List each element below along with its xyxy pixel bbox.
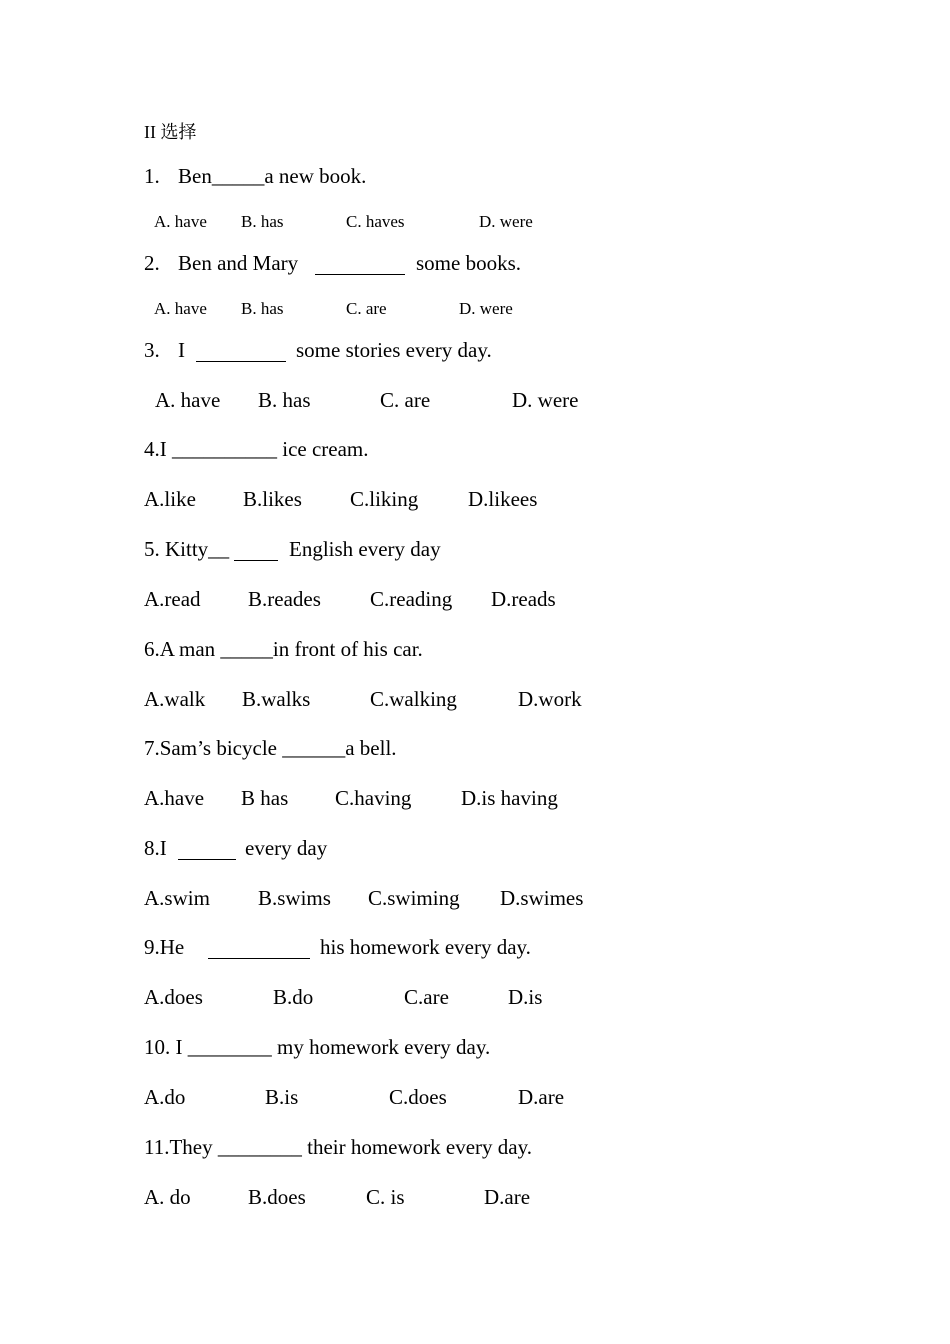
question-9-option-c: C.are bbox=[404, 985, 449, 1009]
question-11-option-c: C. is bbox=[366, 1185, 405, 1209]
question-7-option-c: C.having bbox=[335, 786, 412, 810]
question-9-blank bbox=[208, 940, 310, 959]
question-2-text-after: some books. bbox=[416, 251, 521, 275]
question-10-option-b: B.is bbox=[265, 1085, 299, 1109]
question-5-option-d: D.reads bbox=[491, 587, 556, 611]
question-2-number: 2. bbox=[144, 251, 160, 275]
question-5-blank bbox=[234, 542, 278, 561]
question-7-option-a: A.have bbox=[144, 786, 205, 810]
question-10-option-c: C.does bbox=[389, 1085, 447, 1109]
question-11-text: 11.They ________ their homework every day. bbox=[144, 1135, 533, 1159]
question-9-option-a: A.does bbox=[144, 985, 203, 1009]
question-3-option-b: B. has bbox=[258, 388, 311, 412]
question-2-option-d: D. were bbox=[459, 299, 513, 318]
question-7-option-d: D.is having bbox=[461, 786, 558, 810]
question-1-number: 1. bbox=[144, 164, 160, 188]
question-8-option-d: D.swimes bbox=[500, 886, 584, 910]
question-8-option-c: C.swiming bbox=[368, 886, 460, 910]
question-10-option-a: A.do bbox=[144, 1085, 186, 1109]
question-3-option-a: A. have bbox=[155, 388, 221, 412]
question-8-blank bbox=[178, 841, 236, 860]
question-3-option-d: D. were bbox=[512, 388, 579, 412]
question-1-option-d: D. were bbox=[479, 212, 533, 231]
question-10-text: 10. I ________ my homework every day. bbox=[144, 1035, 491, 1059]
question-2-option-a: A. have bbox=[154, 299, 207, 318]
question-11-option-a: A. do bbox=[144, 1185, 191, 1209]
question-10-option-d: D.are bbox=[518, 1085, 565, 1109]
question-3-text-before: I bbox=[178, 338, 185, 362]
question-2-option-c: C. are bbox=[346, 299, 387, 318]
question-8-option-a: A.swim bbox=[144, 886, 210, 910]
question-9-option-d: D.is bbox=[508, 985, 543, 1009]
question-5-option-a: A.read bbox=[144, 587, 201, 611]
question-5-option-b: B.reades bbox=[248, 587, 321, 611]
question-6-option-a: A.walk bbox=[144, 687, 206, 711]
question-1-option-a: A. have bbox=[154, 212, 207, 231]
question-6-option-c: C.walking bbox=[370, 687, 457, 711]
question-5-text-after: English every day bbox=[289, 537, 441, 561]
question-3-option-c: C. are bbox=[380, 388, 431, 412]
question-8-text-before: 8.I bbox=[144, 836, 167, 860]
question-4-text: 4.I __________ ice cream. bbox=[144, 437, 369, 461]
question-2-text-before: Ben and Mary bbox=[178, 251, 299, 275]
question-6-option-d: D.work bbox=[518, 687, 582, 711]
question-4-option-c: C.liking bbox=[350, 487, 419, 511]
question-7-text: 7.Sam’s bicycle ______a bell. bbox=[144, 736, 397, 760]
question-2-option-b: B. has bbox=[241, 299, 284, 318]
question-2-blank bbox=[315, 256, 405, 275]
question-5-option-c: C.reading bbox=[370, 587, 453, 611]
question-6-text: 6.A man _____in front of his car. bbox=[144, 637, 423, 661]
question-7-option-b: B has bbox=[241, 786, 289, 810]
question-11-option-d: D.are bbox=[484, 1185, 531, 1209]
question-5-text-before: 5. Kitty__ bbox=[144, 537, 230, 561]
question-1-text: Ben_____a new book. bbox=[178, 164, 367, 188]
question-11-option-b: B.does bbox=[248, 1185, 306, 1209]
question-6-option-b: B.walks bbox=[242, 687, 311, 711]
question-9-text-before: 9.He bbox=[144, 935, 185, 959]
question-4-option-a: A.like bbox=[144, 487, 196, 511]
question-4-option-d: D.likees bbox=[468, 487, 538, 511]
question-1-option-c: C. haves bbox=[346, 212, 405, 231]
question-1-option-b: B. has bbox=[241, 212, 284, 231]
question-3-text-after: some stories every day. bbox=[296, 338, 492, 362]
question-3-blank bbox=[196, 343, 286, 362]
question-9-option-b: B.do bbox=[273, 985, 314, 1009]
question-4-option-b: B.likes bbox=[243, 487, 302, 511]
question-9-text-after: his homework every day. bbox=[320, 935, 531, 959]
question-8-option-b: B.swims bbox=[258, 886, 331, 910]
section-title: II 选择 bbox=[144, 122, 197, 142]
question-8-text-after: every day bbox=[245, 836, 328, 860]
question-3-number: 3. bbox=[144, 338, 160, 362]
